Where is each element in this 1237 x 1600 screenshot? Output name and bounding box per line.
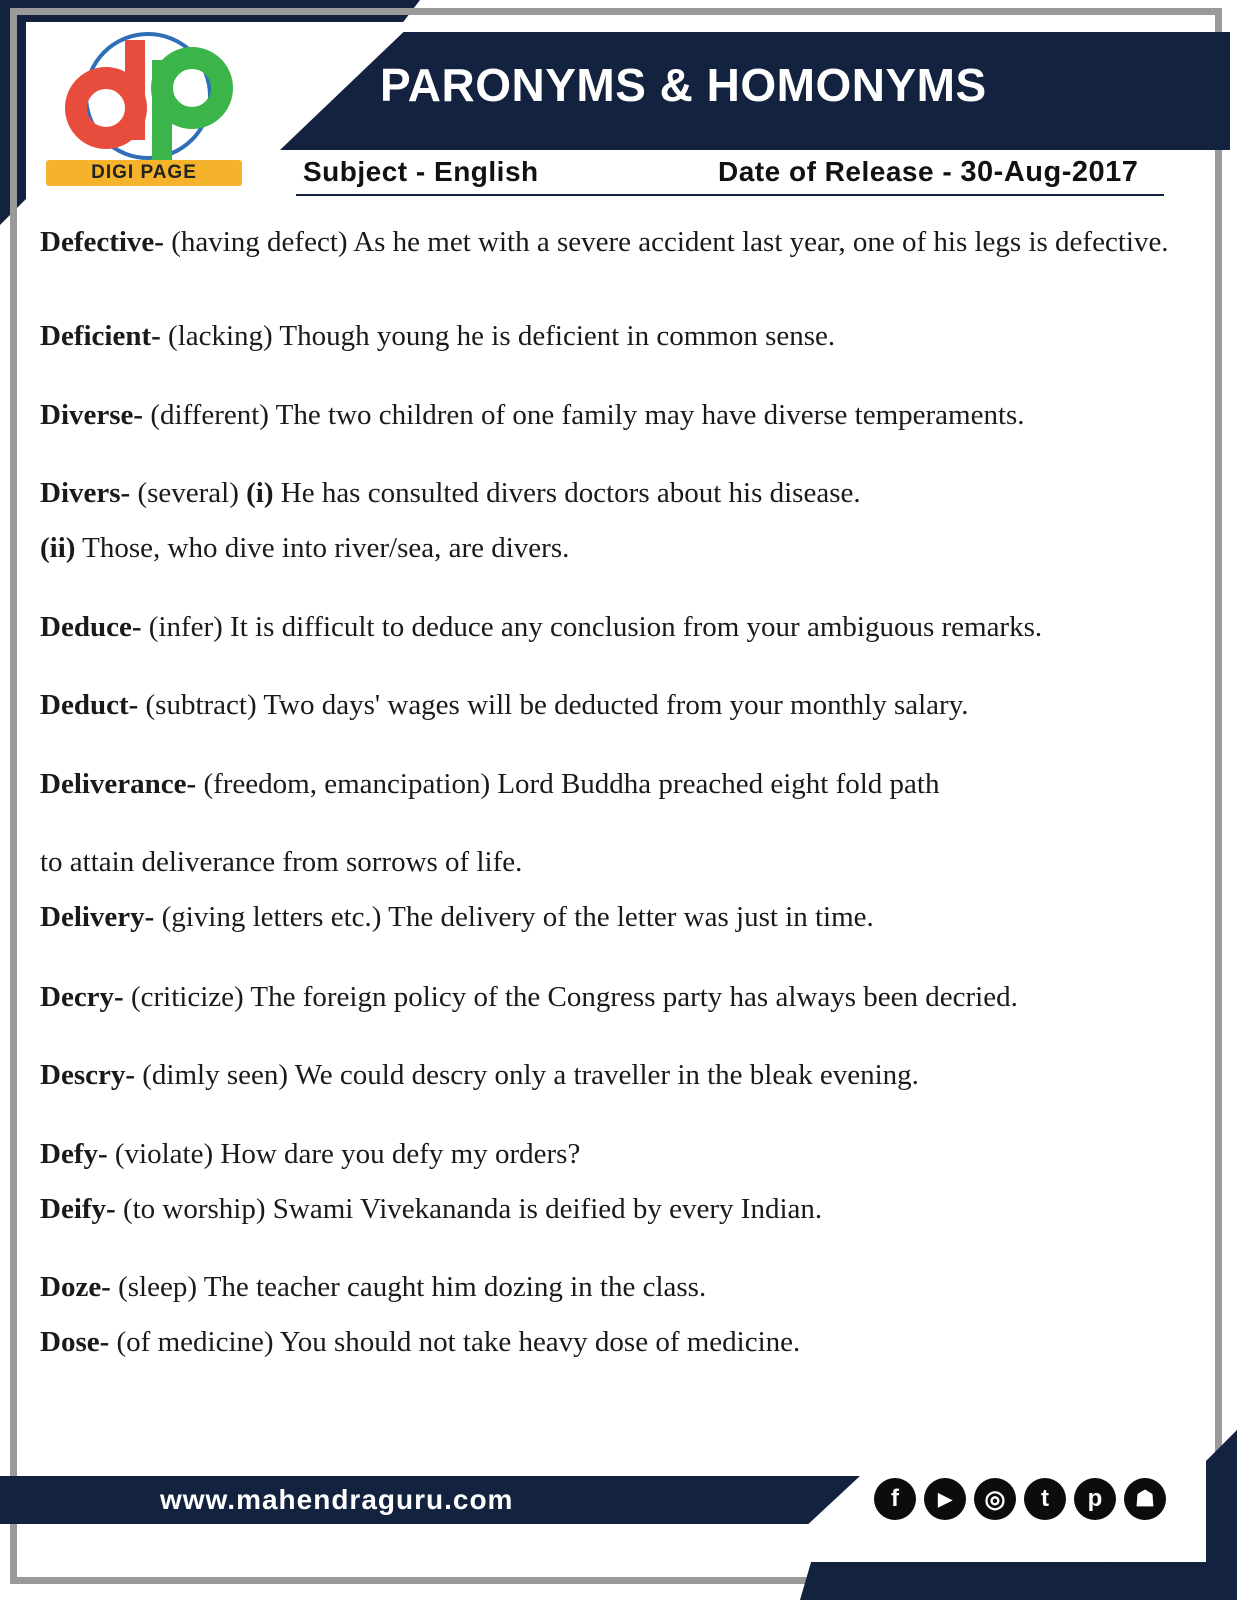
entry-term: Decry- [40, 981, 124, 1013]
entry-text: (infer) It is difficult to deduce any conclusion from your ambiguous remarks. [141, 611, 1043, 643]
entry-term: Deliverance- [40, 768, 197, 800]
entry-text: (several) [130, 477, 247, 509]
entry-term: Delivery- [40, 901, 155, 933]
entry-text: (different) The two children of one family may have diverse temperaments. [143, 399, 1025, 431]
entry-term: Deficient- [40, 320, 161, 352]
entry-text: (having defect) As he met with a severe accident last year, one of his legs is defective. [163, 226, 1169, 258]
entry-text: (of medicine) You should not take heavy dose of medicine. [109, 1326, 801, 1358]
entry-term: Divers- [40, 477, 131, 509]
facebook-icon[interactable]: f [874, 1478, 916, 1520]
website-link[interactable]: www.mahendraguru.com [160, 1484, 514, 1515]
entry-term: Defective- [40, 226, 164, 258]
entry-text: (violate) How dare you defy my orders? [107, 1138, 581, 1170]
subject-label: Subject - English [303, 156, 539, 187]
android-icon[interactable]: ☗ [1124, 1478, 1166, 1520]
entry-text: to attain deliverance from sorrows of life. [40, 846, 523, 878]
entry-defective [40, 222, 1170, 262]
entry-text: (subtract) Two days' wages will be deducted from your monthly salary. [138, 689, 969, 721]
entry-doze [40, 1267, 1170, 1307]
entry-divers-ii [40, 528, 1170, 568]
entry-text: (criticize) The foreign policy of the Congress party has always been decried. [123, 981, 1018, 1013]
entry-text: (dimly seen) We could descry only a traveller in the bleak evening. [135, 1059, 919, 1091]
twitter-icon[interactable]: t [1024, 1478, 1066, 1520]
entry-term: Deduct- [40, 689, 139, 721]
entry-diverse [40, 395, 1170, 435]
entry-term: Defy- [40, 1138, 108, 1170]
page-title: PARONYMS & HOMONYMS [380, 59, 987, 111]
entry-text: (freedom, emancipation) Lord Buddha preached eight fold path [196, 768, 940, 800]
entry-text: (sleep) The teacher caught him dozing in the class. [110, 1271, 707, 1303]
entry-deliverance [40, 764, 1170, 804]
entry-term: Dose- [40, 1326, 110, 1358]
entry-text: (to worship) Swami Vivekananda is deified by every Indian. [115, 1193, 823, 1225]
entry-deduce [40, 607, 1170, 647]
logo-badge: DIGI PAGE [46, 160, 242, 186]
entry-term: Descry- [40, 1059, 136, 1091]
release-label: Date of Release - [718, 156, 961, 187]
entry-text: (giving letters etc.) The delivery of the letter was just in time. [154, 901, 874, 933]
entry-dose [40, 1322, 1170, 1362]
pinterest-icon[interactable]: p [1074, 1478, 1116, 1520]
entry-term: Diverse- [40, 399, 144, 431]
youtube-icon[interactable]: ▶ [924, 1478, 966, 1520]
entry-deliverance-continued [40, 842, 1170, 882]
entry-decry [40, 977, 1170, 1017]
entry-marker: (ii) [40, 532, 76, 564]
logo-letter-d-stem [125, 40, 145, 140]
header-divider [296, 194, 1164, 196]
entry-marker: (i) [246, 477, 274, 509]
entry-delivery [40, 897, 1170, 937]
entry-term: Doze- [40, 1271, 111, 1303]
entry-text: He has consulted divers doctors about his disease. [273, 477, 861, 509]
entry-term: Deduce- [40, 611, 142, 643]
entry-text: Those, who dive into river/sea, are divers. [75, 532, 570, 564]
entry-divers [40, 473, 1170, 513]
entry-term: Deify- [40, 1193, 116, 1225]
entry-defy [40, 1134, 1170, 1174]
entry-deify [40, 1189, 1170, 1229]
instagram-icon[interactable]: ◎ [974, 1478, 1016, 1520]
logo-letter-p-stem [152, 60, 172, 160]
entry-deficient [40, 316, 1170, 356]
entry-text: (lacking) Though young he is deficient in common sense. [160, 320, 836, 352]
release-info [718, 156, 1138, 189]
entry-deduct [40, 685, 1170, 725]
entry-descry [40, 1055, 1170, 1095]
release-date: 30-Aug-2017 [960, 156, 1139, 188]
social-icons [874, 1478, 1166, 1520]
